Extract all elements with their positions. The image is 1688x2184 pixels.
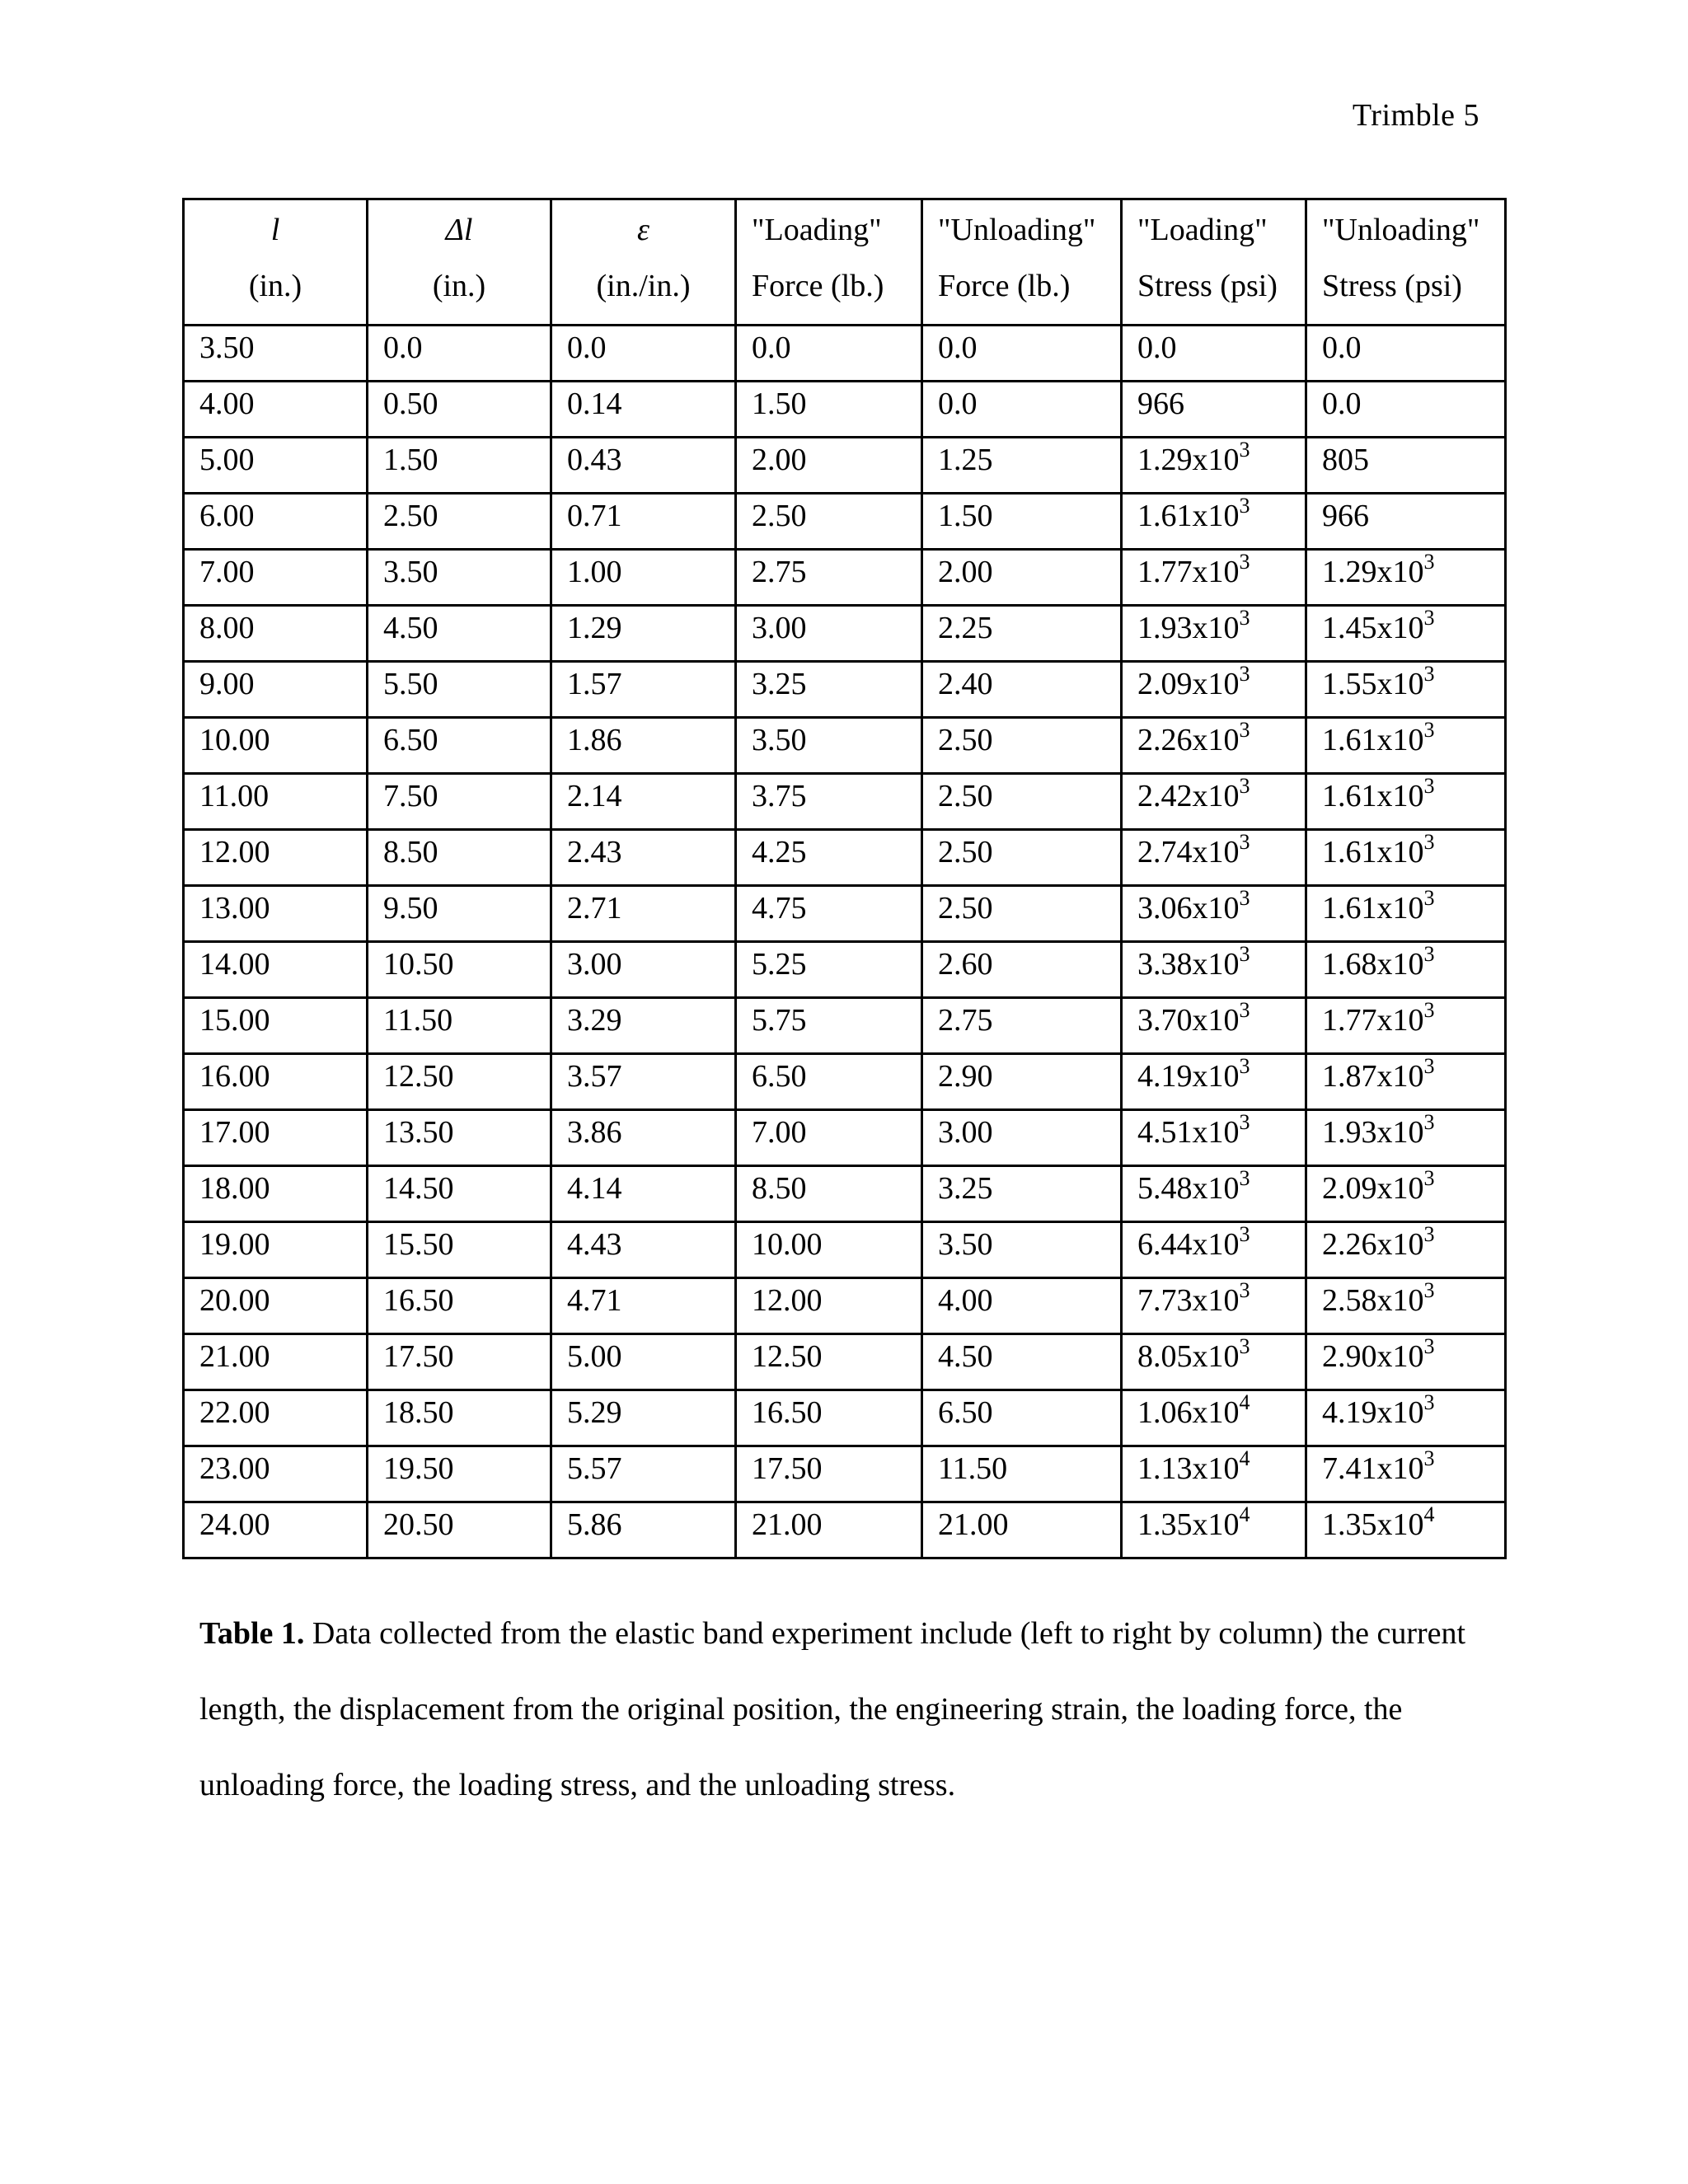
table-cell: 805 [1306,438,1506,494]
table-cell: 2.75 [922,998,1122,1054]
table-row [184,942,1506,998]
table-cell: 1.50 [922,494,1122,550]
table-cell: 1.57 [551,662,736,718]
table-cell: $1.29x10^3$ [1122,438,1306,494]
table-row [184,830,1506,886]
table-cell: 2.50 [368,494,551,550]
table-cell: 11.00 [184,774,368,830]
table-cell: $8.05x10^3$ [1122,1334,1306,1390]
column-header-loading-stress: "Loading" Stress (psi) [1122,199,1306,326]
table-row [184,718,1506,774]
column-header-unloading-stress: "Unloading" Stress (psi) [1306,199,1506,326]
table-cell: 20.00 [184,1278,368,1334]
table-cell: $1.61x10^3$ [1122,494,1306,550]
table-cell: $1.61x10^3$ [1306,774,1506,830]
table-row [184,1222,1506,1278]
table-cell: 2.50 [922,718,1122,774]
table-cell: 14.50 [368,1166,551,1222]
table-cell: 966 [1122,382,1306,438]
table-row [184,1054,1506,1110]
table-cell: 3.57 [551,1054,736,1110]
table-cell: 2.00 [736,438,922,494]
column-header-loading-force: "Loading" Force (lb.) [736,199,922,326]
table-cell: 19.00 [184,1222,368,1278]
table-cell: 5.29 [551,1390,736,1446]
caption-label: Table 1. [199,1616,305,1651]
table-cell: 3.50 [184,326,368,382]
table-cell: 15.00 [184,998,368,1054]
column-header-length: l (in.) [184,199,368,326]
table-row [184,1334,1506,1390]
table-cell: 0.0 [922,326,1122,382]
table-cell: 13.00 [184,886,368,942]
column-header-strain: ε (in./in.) [551,199,736,326]
table-cell: 4.43 [551,1222,736,1278]
table-cell: 4.75 [736,886,922,942]
table-cell: 5.25 [736,942,922,998]
table-cell: 0.0 [1122,326,1306,382]
table-cell: 16.50 [368,1278,551,1334]
table-cell: 21.00 [736,1502,922,1558]
table-cell: $1.55x10^3$ [1306,662,1506,718]
table-cell: $1.87x10^3$ [1306,1054,1506,1110]
table-row [184,1110,1506,1166]
table-cell: 2.60 [922,942,1122,998]
table-row [184,1502,1506,1558]
table-cell: $6.44x10^3$ [1122,1222,1306,1278]
table-cell: 8.50 [736,1166,922,1222]
table-cell: 3.00 [922,1110,1122,1166]
table-cell: 0.50 [368,382,551,438]
table-cell: 1.25 [922,438,1122,494]
table-row [184,606,1506,662]
table-cell: $1.61x10^3$ [1306,886,1506,942]
table-cell: 7.00 [184,550,368,606]
table-cell: $3.06x10^3$ [1122,886,1306,942]
table-cell: $4.19x10^3$ [1122,1054,1306,1110]
table-cell: 3.50 [922,1222,1122,1278]
table-cell: 4.14 [551,1166,736,1222]
table-cell: 2.00 [922,550,1122,606]
table-cell: $2.58x10^3$ [1306,1278,1506,1334]
table-row [184,1166,1506,1222]
table-cell: 23.00 [184,1446,368,1502]
table-cell: 12.00 [736,1278,922,1334]
table-cell: $1.93x10^3$ [1306,1110,1506,1166]
table-cell: 2.75 [736,550,922,606]
table-cell: $2.09x10^3$ [1306,1166,1506,1222]
table-cell: $1.45x10^3$ [1306,606,1506,662]
data-table [182,198,1507,1559]
table-row [184,1446,1506,1502]
table-cell: 0.71 [551,494,736,550]
table-cell: 3.50 [736,718,922,774]
table-cell: 15.50 [368,1222,551,1278]
table-row [184,326,1506,382]
table-cell: 16.00 [184,1054,368,1110]
table-cell: 3.50 [368,550,551,606]
caption-text: Data collected from the elastic band experiment include (left to right by column) the current length, the displacement from the original position, the engineering strain, the loading force, the unloading force, the loading stress, and the unloading stress. [199,1616,1466,1802]
table-cell: $7.73x10^3$ [1122,1278,1306,1334]
table-cell: $3.38x10^3$ [1122,942,1306,998]
table-cell: 2.43 [551,830,736,886]
table-row [184,1390,1506,1446]
table-cell: 0.14 [551,382,736,438]
table-cell: 3.29 [551,998,736,1054]
table-cell: 12.50 [368,1054,551,1110]
table-cell: $1.61x10^3$ [1306,830,1506,886]
table-cell: 0.0 [736,326,922,382]
table-cell: 5.57 [551,1446,736,1502]
table-cell: $7.41x10^3$ [1306,1446,1506,1502]
table-cell: 0.43 [551,438,736,494]
table-cell: 0.0 [922,382,1122,438]
table-cell: 2.40 [922,662,1122,718]
table-cell: 14.00 [184,942,368,998]
table-cell: 9.00 [184,662,368,718]
table-cell: 966 [1306,494,1506,550]
table-cell: 10.50 [368,942,551,998]
table-cell: 2.50 [922,886,1122,942]
table-cell: 3.25 [922,1166,1122,1222]
table-cell: $1.06x10^4$ [1122,1390,1306,1446]
table-cell: 0.0 [551,326,736,382]
table-cell: 6.50 [368,718,551,774]
table-cell: 21.00 [184,1334,368,1390]
table-cell: 13.50 [368,1110,551,1166]
table-row [184,494,1506,550]
table-cell: 2.50 [922,830,1122,886]
table-cell: 9.50 [368,886,551,942]
table-cell: 0.0 [1306,326,1506,382]
table-row [184,774,1506,830]
table-cell: $5.48x10^3$ [1122,1166,1306,1222]
table-cell: 10.00 [736,1222,922,1278]
table-cell: $1.68x10^3$ [1306,942,1506,998]
table-cell: $1.77x10^3$ [1122,550,1306,606]
table-cell: $1.13x10^4$ [1122,1446,1306,1502]
table-cell: 12.00 [184,830,368,886]
table-cell: $1.61x10^3$ [1306,718,1506,774]
table-row [184,438,1506,494]
table-cell: 2.14 [551,774,736,830]
table-row [184,1278,1506,1334]
table-cell: 5.86 [551,1502,736,1558]
table-cell: $3.70x10^3$ [1122,998,1306,1054]
table-cell: 24.00 [184,1502,368,1558]
table-cell: 6.50 [922,1390,1122,1446]
table-cell: 21.00 [922,1502,1122,1558]
table-cell: 4.00 [922,1278,1122,1334]
table-cell: 7.00 [736,1110,922,1166]
table-cell: 2.71 [551,886,736,942]
table-cell: 0.0 [1306,382,1506,438]
table-cell: 5.00 [184,438,368,494]
table-row [184,886,1506,942]
table-cell: 11.50 [922,1446,1122,1502]
table-cell: 3.00 [551,942,736,998]
table-cell: $1.35x10^4$ [1306,1502,1506,1558]
table-cell: 4.00 [184,382,368,438]
table-cell: 4.71 [551,1278,736,1334]
table-cell: 4.50 [368,606,551,662]
table-cell: 3.86 [551,1110,736,1166]
table-cell: 5.50 [368,662,551,718]
table-body [184,326,1506,1558]
table-row [184,382,1506,438]
table-cell: 17.50 [736,1446,922,1502]
table-cell: $2.74x10^3$ [1122,830,1306,886]
table-cell: 1.50 [736,382,922,438]
running-head: Trimble 5 [1352,98,1479,133]
table-cell: 10.00 [184,718,368,774]
table-cell: 11.50 [368,998,551,1054]
table-cell: 17.50 [368,1334,551,1390]
table-cell: $2.26x10^3$ [1122,718,1306,774]
table-row [184,998,1506,1054]
column-header-displacement: Δl (in.) [368,199,551,326]
table-cell: $2.42x10^3$ [1122,774,1306,830]
table-cell: $2.09x10^3$ [1122,662,1306,718]
table-cell: 1.50 [368,438,551,494]
table-cell: 1.86 [551,718,736,774]
table-cell: 6.50 [736,1054,922,1110]
table-cell: 19.50 [368,1446,551,1502]
table-cell: 3.00 [736,606,922,662]
header-row [184,199,1506,326]
table-cell: 5.75 [736,998,922,1054]
table-cell: 16.50 [736,1390,922,1446]
table-cell: 12.50 [736,1334,922,1390]
table-cell: 20.50 [368,1502,551,1558]
table-cell: $2.90x10^3$ [1306,1334,1506,1390]
table-cell: $4.51x10^3$ [1122,1110,1306,1166]
table-cell: 2.90 [922,1054,1122,1110]
table-cell: 3.25 [736,662,922,718]
table-cell: 17.00 [184,1110,368,1166]
column-header-unloading-force: "Unloading" Force (lb.) [922,199,1122,326]
table-cell: $1.77x10^3$ [1306,998,1506,1054]
table-cell: $1.29x10^3$ [1306,550,1506,606]
table-cell: $1.93x10^3$ [1122,606,1306,662]
table-cell: 4.50 [922,1334,1122,1390]
table-cell: $4.19x10^3$ [1306,1390,1506,1446]
table-cell: 7.50 [368,774,551,830]
table-cell: 2.25 [922,606,1122,662]
table-cell: 3.75 [736,774,922,830]
table-cell: 18.50 [368,1390,551,1446]
table-cell: 1.29 [551,606,736,662]
table-cell: 5.00 [551,1334,736,1390]
table-cell: $2.26x10^3$ [1306,1222,1506,1278]
table-cell: 18.00 [184,1166,368,1222]
table-caption [199,1596,1469,1823]
table-cell: 0.0 [368,326,551,382]
table-cell: $1.35x10^4$ [1122,1502,1306,1558]
table-cell: 2.50 [922,774,1122,830]
table-cell: 4.25 [736,830,922,886]
table-cell: 6.00 [184,494,368,550]
table-cell: 22.00 [184,1390,368,1446]
table-cell: 1.00 [551,550,736,606]
table-cell: 8.00 [184,606,368,662]
table-row [184,550,1506,606]
table-row [184,662,1506,718]
table-cell: 2.50 [736,494,922,550]
table-cell: 8.50 [368,830,551,886]
